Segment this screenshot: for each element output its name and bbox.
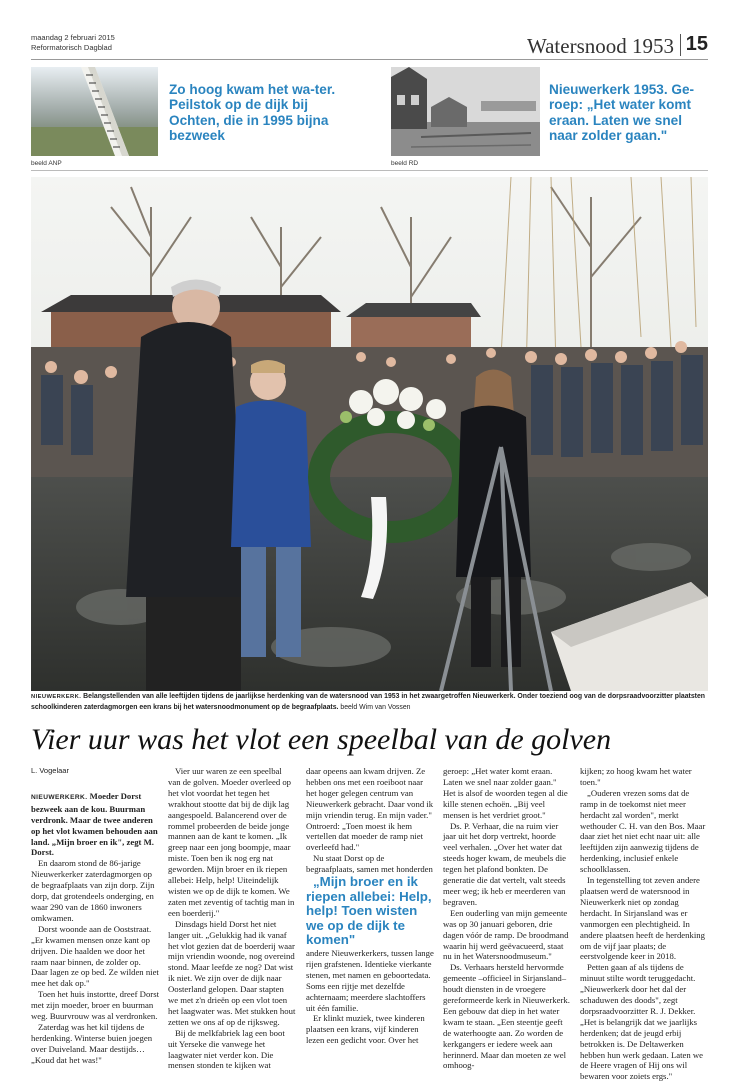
masthead [31,24,708,60]
paragraph: En daarom stond de 86-jarige Nieuwerkerker zaterdagmorgen op de begraafplaats van zijn dorp. Zijn dorp, dat grotendeels onderging, en waar 290 van de 1860 inwoners omkwamen. [31,858,155,923]
teaser-1-text[interactable]: Zo hoog kwam het wa-ter. Peilstok op de dijk bij Ochten, die in 1995 bijna bezweek [169,82,336,144]
teaser-divider [31,170,708,171]
photo-caption [31,692,708,712]
paragraph: „Ouderen vrezen soms dat de ramp in de toekomst niet meer herdacht zal worden", merkt wethouder C. H. van den Bos. Maar daar ziet het niet echt naar uit: alle leeftijden zijn aanwezig tijdens de herdenking, inclusief enkele schoolklassen. [580,787,706,875]
caption-text: Belangstellenden van alle leeftijden tijdens de jaarlijkse herdenking van de watersnood van 1953 in het zwaargetroffen Nieuwerkerk. Onder toeziend oog van de dorpsraadvoorzitter plaatsten schoolkinderen zaterdagmorgen een krans bij het watersnoodmonument op de begraafplaats. [31,693,706,711]
teaser-2-credit: beeld RD [391,160,419,167]
paragraph: Ds. Verhaars hersteld hervormde gemeente –officieel in Sirjansland– houdt diensten in de vroegere gereformeerde kerk in Nieuwerkerk. Een gebouw dat diep in het water kwam te staan. „Een steentje geeft de waterhoogte aan. Zo worden de kerkgangers er iedere week aan herinnerd. Maar dan moeten ze wel omhoog- [443,962,570,1071]
teaser-1-image [31,67,158,156]
paper-name: Reformatorisch Dagblad [31,43,112,52]
paragraph: Toen het huis instortte, dreef Dorst met zijn moeder, broer en buurman weg. Buurvrouw was al verdronken. [31,989,159,1022]
caption-place: NIEUWERKERK. [31,694,82,700]
article-column-5 [580,766,708,1082]
page-number: 15 [685,33,708,55]
paragraph: Bij de melkfabriek lag een boot uit Yerseke die vanwege het laagwater niet verder kon. Die mensen stonden te kijken wat [168,1027,285,1071]
pull-quote: „Mijn broer en ik riepen allebei: Help, help! Toen wisten we op de dijk te komen" [306,874,432,948]
paragraph: kijken; zo hoog kwam het water toen." [580,766,692,787]
lede-text: Moeder Dorst bezweek aan de kou. Buurman verdronk. Maar de twee anderen op het vlot kwamen behouden aan land. „Mijn broer en ik", zegt M. Dorst. [31,790,158,858]
article-headline: Vier uur was het vlot een speelbal van de golven [31,723,612,756]
paragraph: andere Nieuwerkerkers, tussen lange rijen grafstenen. Identieke vierkante stenen, met namen en geboortedata. Soms een rijtje met dezelfde achternaam; meerdere slachtoffers uit één familie. [306,948,434,1013]
byline: L. Vogelaar [31,766,69,775]
article-column-1 [31,766,159,1066]
article-column-2 [168,766,296,1071]
article-column-3 [306,766,434,1046]
paragraph: Petten gaan af als tijdens de minuut stilte wordt teruggedacht. „Nieuwerkerk door het dal der schaduwen des doods", zegt dorpsraadvoorzitter R. J. Dekker. „Het is belangrijk dat we jaarlijks herdenken; dat de jeugd erbij betrokken is. De Deltawerken hebben hun werk gedaan. Laten we de Heere vragen of Hij ons wil bewaren voor zoiets ergs." [580,962,704,1082]
caption-credit: beeld Wim van Vossen [340,703,411,711]
lede-place: NIEUWERKERK. [31,793,88,801]
section-title: Watersnood 1953 [526,34,674,58]
paragraph: In tegenstelling tot zeven andere plaatsen werd de watersnood in Nieuwerkerk niet op zondag herdacht. In Sirjansland was er vanmorgen een plechtigheid. In andere plaatsen heeft de herdenking om de vijf jaar plaats; de eerstvolgende keer in 2018. [580,875,705,962]
paragraph: Zaterdag was het kil tijdens de herdenking. Winterse buien joegen over Duiveland. Maar destijds… „Koud dat het was!" [31,1021,153,1065]
article-lede [31,791,159,858]
paragraph: daar opeens aan kwam drijven. Ze hebben ons met een roeiboot naar het hoger gelegen centrum van Nieuwerkerk gebracht. Daar vond ik mijn vriendin terug. En mijn vader." Ontroerd: „Toen moest ik hem vertellen dat moeder de ramp niet overleefd had." [306,766,434,853]
masthead-divider [680,34,681,56]
article-column-4 [443,766,571,1071]
paragraph: Een ouderling van mijn gemeente was op 30 januari geboren, drie dagen vóór de ramp. De broodmand waarin hij werd geëvacueerd, staat nu in het Watersnoodmuseum." [443,907,569,962]
main-photo [31,177,708,691]
masthead-date-block [31,33,115,53]
paragraph: Dorst woonde aan de Ooststraat. „Er kwamen mensen onze kant op drijven. Die haalden we door het raam naar binnen, de zolder op. Daar lagen ze op bed. Ze wilden niet mee het dak op." [31,923,159,989]
teaser-1-credit: beeld ANP [31,160,62,167]
paragraph: Nu staat Dorst op de begraafplaats, samen met honderden [306,853,433,875]
paragraph: Er klinkt muziek, twee kinderen plaatsen een krans, vijf kinderen lezen een gedicht voor. Over het [306,1013,425,1046]
paragraph: Dinsdags hield Dorst het niet langer uit. „Gelukkig had ik vanaf het vlot gezien dat de boerderij waar mijn vriendin woonde, nog overeind stond. Maar leefde ze nog? Dat wist ik niet. We zijn over de dijk naar Oosterland gelopen. Daar stapten we met z'n drieën op een vlot toen het laagwater was. Met stukken hout zetten we ons af op de rijksweg. [168,918,296,1027]
paragraph: Vier uur waren ze een speelbal van de golven. Moeder overleed op het vlot voordat het tegen het wrakhout stootte dat bij de dijk lag aangespoeld. Balancerend over de rommel probeerden de beide jonge mannen aan de kant te komen. „Ik greep naar een jong boompje, maar miste. Toen ben ik nog erg nat geworden. Mijn broer en ik riepen allebei: Help, help! Uiteindelijk wisten we op de dijk te komen. We zaten met zeventig of tachtig man in een boerderij." [168,766,295,918]
issue-date: maandag 2 februari 2015 [31,33,115,42]
paragraph: geroep: „Het water komt eraan. Laten we snel naar zolder gaan." Het is alsof de woorden tegen al die kille stenen echoën. „Bij veel mensen is het verdriet groot." [443,766,568,820]
teaser-2-text[interactable]: Nieuwerkerk 1953. Ge-roep: „Het water komt eraan. Laten we snel naar zolder gaan." [549,82,695,144]
paragraph: Ds. P. Verhaar, die na ruim vier jaar uit het dorp vertrekt, hoorde veel verhalen. „Over het water dat steeds hoger kwam, de meubels die tegen het plafond bonkten. De generatie die dat vertelt, valt steeds meer weg; ik heb er meerderen van begraven. [443,820,567,907]
teaser-2-image [391,67,540,156]
